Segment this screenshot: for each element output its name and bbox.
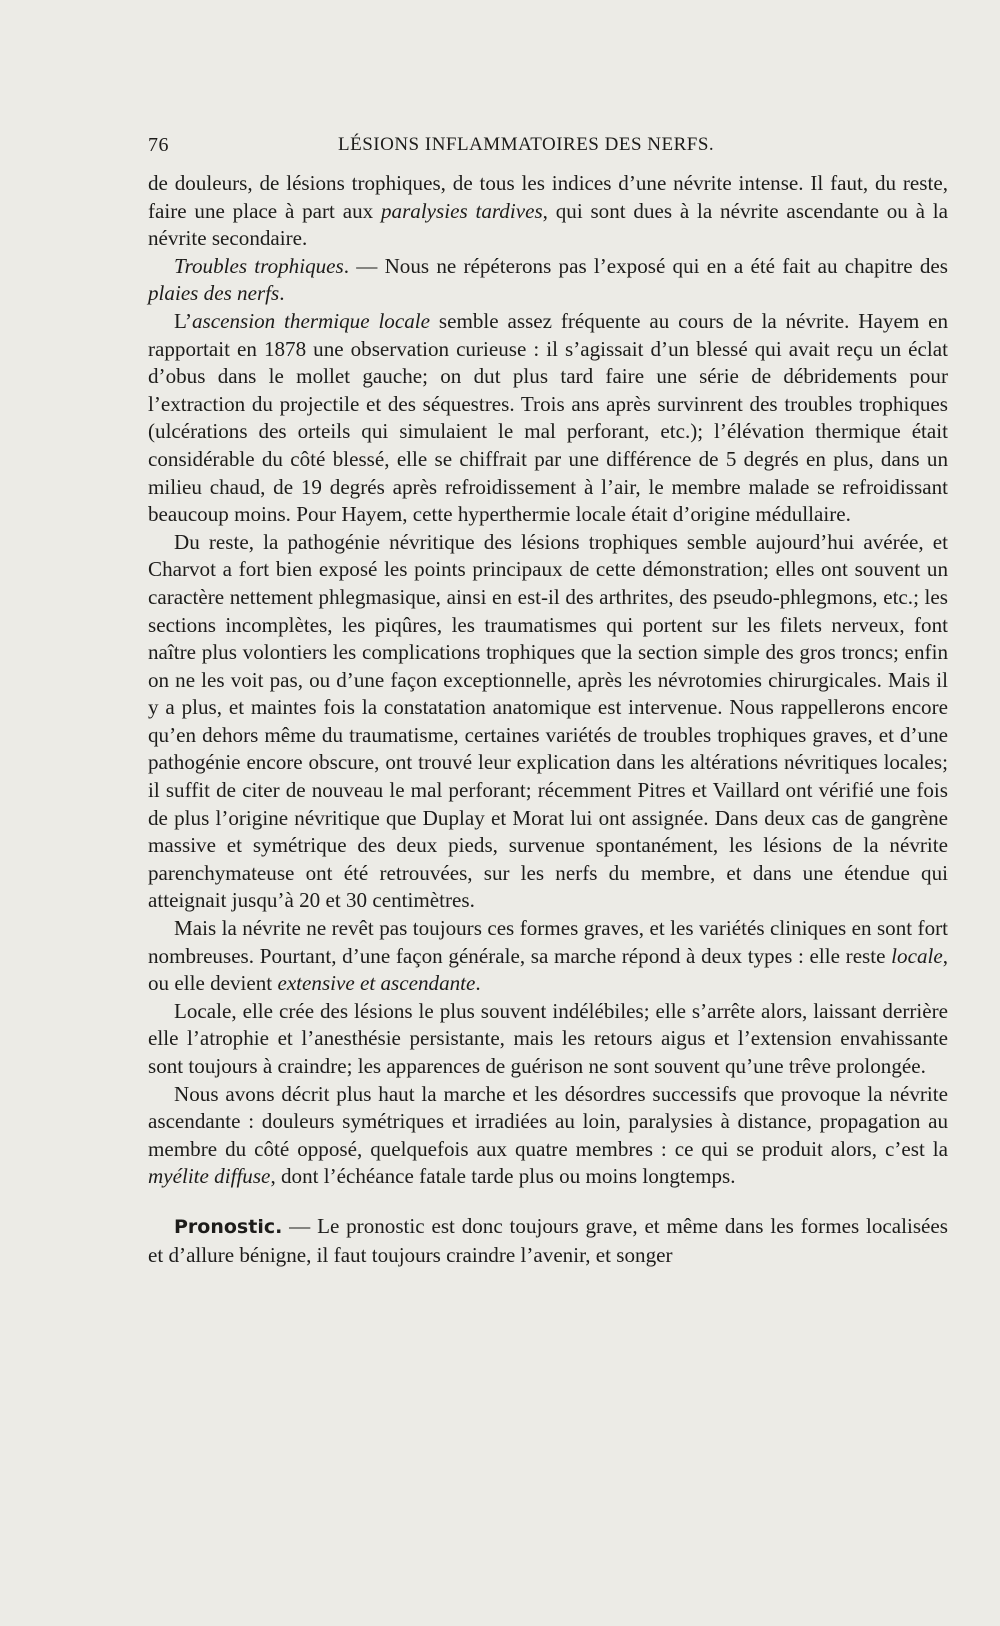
running-title: LÉSIONS INFLAMMATOIRES DES NERFS. [338, 134, 715, 155]
italic-text: Troubles trophiques [174, 253, 344, 278]
text-run: Du reste, la pathogénie névritique des lésions trophiques semble aujourd’hui avérée, et Charvot a fort bien exposé les points principaux de cette démonstration; elles ont souvent un caractère nettement phlegmasique, ainsi en est-il des arthrites, des pseudo-phlegmons, etc.; les sections incomplètes, les piqûres, les traumatismes qui portent sur les filets nerveux, font naître plus volontiers les complications trophiques que la section simple des gros troncs; enfin on ne les voit pas, ou d’une façon exceptionnelle, après les névrotomies chirurgicales. Mais il y a plus, et maintes fois la constatation anatomique est intervenue. Nous rappellerons encore qu’en dehors même du traumatisme, certaines variétés de troubles trophiques graves, et d’une pathogénie encore obscure, ont trouvé leur explication dans les altérations névritiques locales; il suffit de citer de nouveau le mal perforant; récemment Pitres et Vaillard ont vérifié une fois de plus l’origine névritique que Duplay et Morat lui ont assignée. Dans deux cas de gangrène massive et symétrique des deux pieds, survenue spontanément, les lésions de la névrite parenchymateuse ont été retrouvées, sur les nerfs du membre, et dans une étendue qui atteignait jusqu’à 20 et 30 centimètres. [148, 529, 948, 913]
paragraph [148, 253, 948, 308]
text-run: . [279, 281, 285, 306]
italic-text: myélite diffuse [148, 1164, 271, 1189]
text-run: Locale, elle crée des lésions le plus souvent indélébiles; elle s’arrête alors, laissant derrière elle l’atrophie et l’anesthésie persistante, mais les retours aigus et l’extension envahissante sont toujours à craindre; les apparences de guérison ne sont souvent qu’une trêve prolongée. [148, 998, 948, 1078]
paragraph [148, 308, 948, 529]
text-run: . [475, 971, 481, 996]
paragraph [148, 170, 948, 253]
paragraph [148, 915, 948, 998]
text-run: L’ [174, 308, 192, 333]
text-run: semble assez fréquente au cours de la névrite. Hayem en rapportait en 1878 une observation curieuse : il s’agissait d’un blessé qui avait reçu un éclat d’obus dans le mollet gauche; on dut plus tard faire une série de débridements pour l’extraction du projectile et des séquestres. Trois ans après survinrent des troubles trophiques (ulcérations des orteils qui simulaient le mal perforant, etc.); l’élévation thermique était considérable du côté blessé, elle se chiffrait par une différence de 5 degrés en plus, dans un milieu chaud, de 19 degrés après refroidissement à l’air, le membre malade se refroidissant beaucoup moins. Pour Hayem, cette hyperthermie locale était d’origine médullaire. [148, 308, 949, 527]
text-run: . — Nous ne répéterons pas l’exposé qui en a été fait au chapitre des [343, 253, 949, 278]
italic-text: plaies des nerfs [148, 281, 280, 306]
italic-text: locale [891, 943, 943, 968]
text-run: Mais la névrite ne revêt pas toujours ces formes graves, et les variétés cliniques en sont fort nombreuses. Pourtant, d’une façon générale, sa marche répond à deux types : elle reste [148, 916, 948, 968]
paragraph [148, 529, 948, 915]
text-run: , ou elle devient [148, 943, 948, 996]
text-run: Nous avons décrit plus haut la marche et les désordres successifs que provoque la névrite ascendante : douleurs symétriques et irradiées au loin, paralysies à distance, propagation au membre du côté opposé, quelquefois aux quatre membres : ce qui se produit alors, c’est la [148, 1081, 948, 1161]
paragraph [148, 1081, 948, 1191]
text-run: , dont l’échéance fatale tarde plus ou moins longtemps. [270, 1164, 736, 1189]
section-paragraph [148, 1213, 948, 1269]
italic-text: ascension thermique locale [191, 308, 430, 333]
text-run: de douleurs, de lésions trophiques, de tous les indices d’une névrite intense. Il faut, du reste, faire une place à part aux [148, 171, 948, 223]
body-text [148, 170, 948, 1269]
page-number: 76 [148, 134, 169, 156]
italic-text: extensive et ascendante [277, 971, 476, 996]
text-run: — Le pronostic est donc toujours grave, et même dans les formes localisées et d’allure bénigne, il faut toujours craindre l’avenir, et songer [148, 1213, 948, 1267]
italic-text: paralysies tardives [380, 198, 543, 223]
text-run: , qui sont dues à la névrite ascendante ou à la névrite secondaire. [148, 198, 948, 251]
section-heading: Pronostic. [174, 1215, 283, 1238]
paragraph [148, 998, 948, 1081]
